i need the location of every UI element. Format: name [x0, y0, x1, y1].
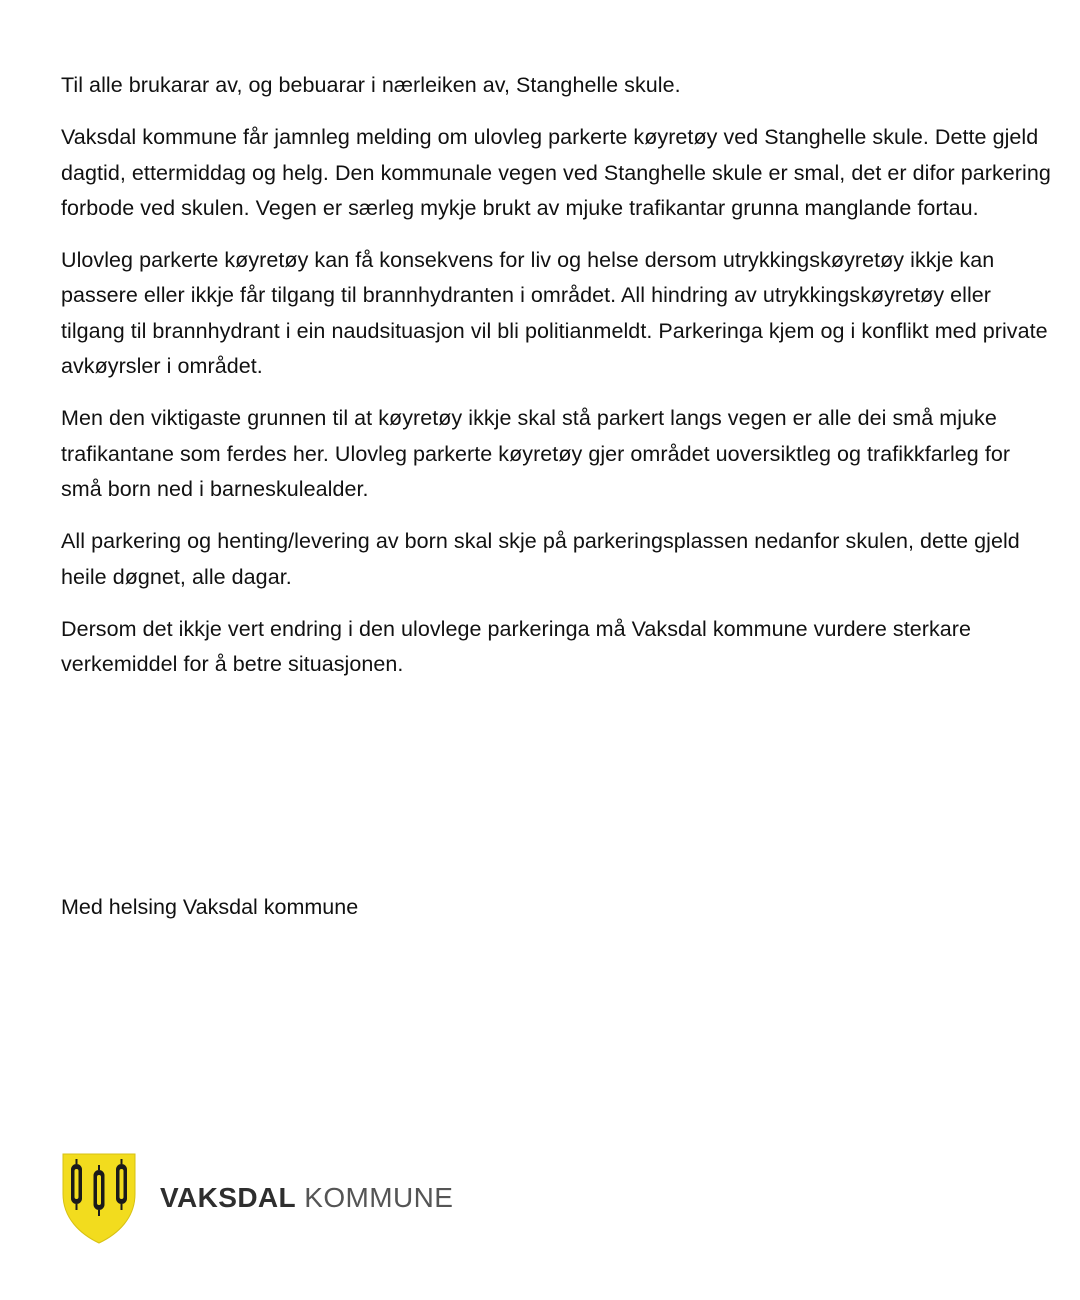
- letter-paragraph-1: Til alle brukarar av, og bebuarar i nærleiken av, Stanghelle skule.: [61, 73, 681, 97]
- wordmark-vaksdal: VAKSDAL: [160, 1182, 297, 1213]
- letter-paragraph-2: Vaksdal kommune får jamnleg melding om ulovleg parkerte køyretøy ved Stanghelle skule. Dette gjeld dagtid, ettermiddag og helg. Den kommunale vegen ved Stanghelle skule er smal, det er difor parkering forbode ved skulen. Vegen er særleg mykje brukt av mjuke trafikantar grunna manglande fortau.: [61, 125, 1051, 220]
- letter-greeting: Med helsing Vaksdal kommune: [61, 895, 359, 919]
- municipality-logo: [60, 1150, 453, 1246]
- municipality-wordmark: [160, 1182, 453, 1214]
- wordmark-kommune: KOMMUNE: [304, 1182, 454, 1213]
- letter-paragraph-5: All parkering og henting/levering av born skal skje på parkeringsplassen nedanfor skulen, dette gjeld heile døgnet, alle dagar.: [61, 529, 1020, 589]
- letter-paragraph-6: Dersom det ikkje vert endring i den ulovlege parkeringa må Vaksdal kommune vurdere sterkare verkemiddel for å betre situasjonen.: [61, 616, 971, 677]
- letter-paragraph-3: Ulovleg parkerte køyretøy kan få konsekvens for liv og helse dersom utrykkingskøyretøy ikkje kan passere eller ikkje får tilgang til brannhydranten i området. All hindring av utrykkingskøyretøy eller tilgang til brannhydrant i ein naudsituasjon vil bli politianmeldt. Parkeringa kjem og i konflikt med private avkøyrsler i området.: [61, 248, 1048, 379]
- letter-paragraph-4: Men den viktigaste grunnen til at køyretøy ikkje skal stå parkert langs vegen er alle dei små mjuke trafikantane som ferdes her. Ulovleg parkerte køyretøy gjer området uoversiktleg og trafikkfarleg for små born ned i barneskulealder.: [61, 406, 1011, 501]
- vaksdal-coat-of-arms-icon: [60, 1150, 138, 1246]
- letter-body: [61, 68, 1051, 699]
